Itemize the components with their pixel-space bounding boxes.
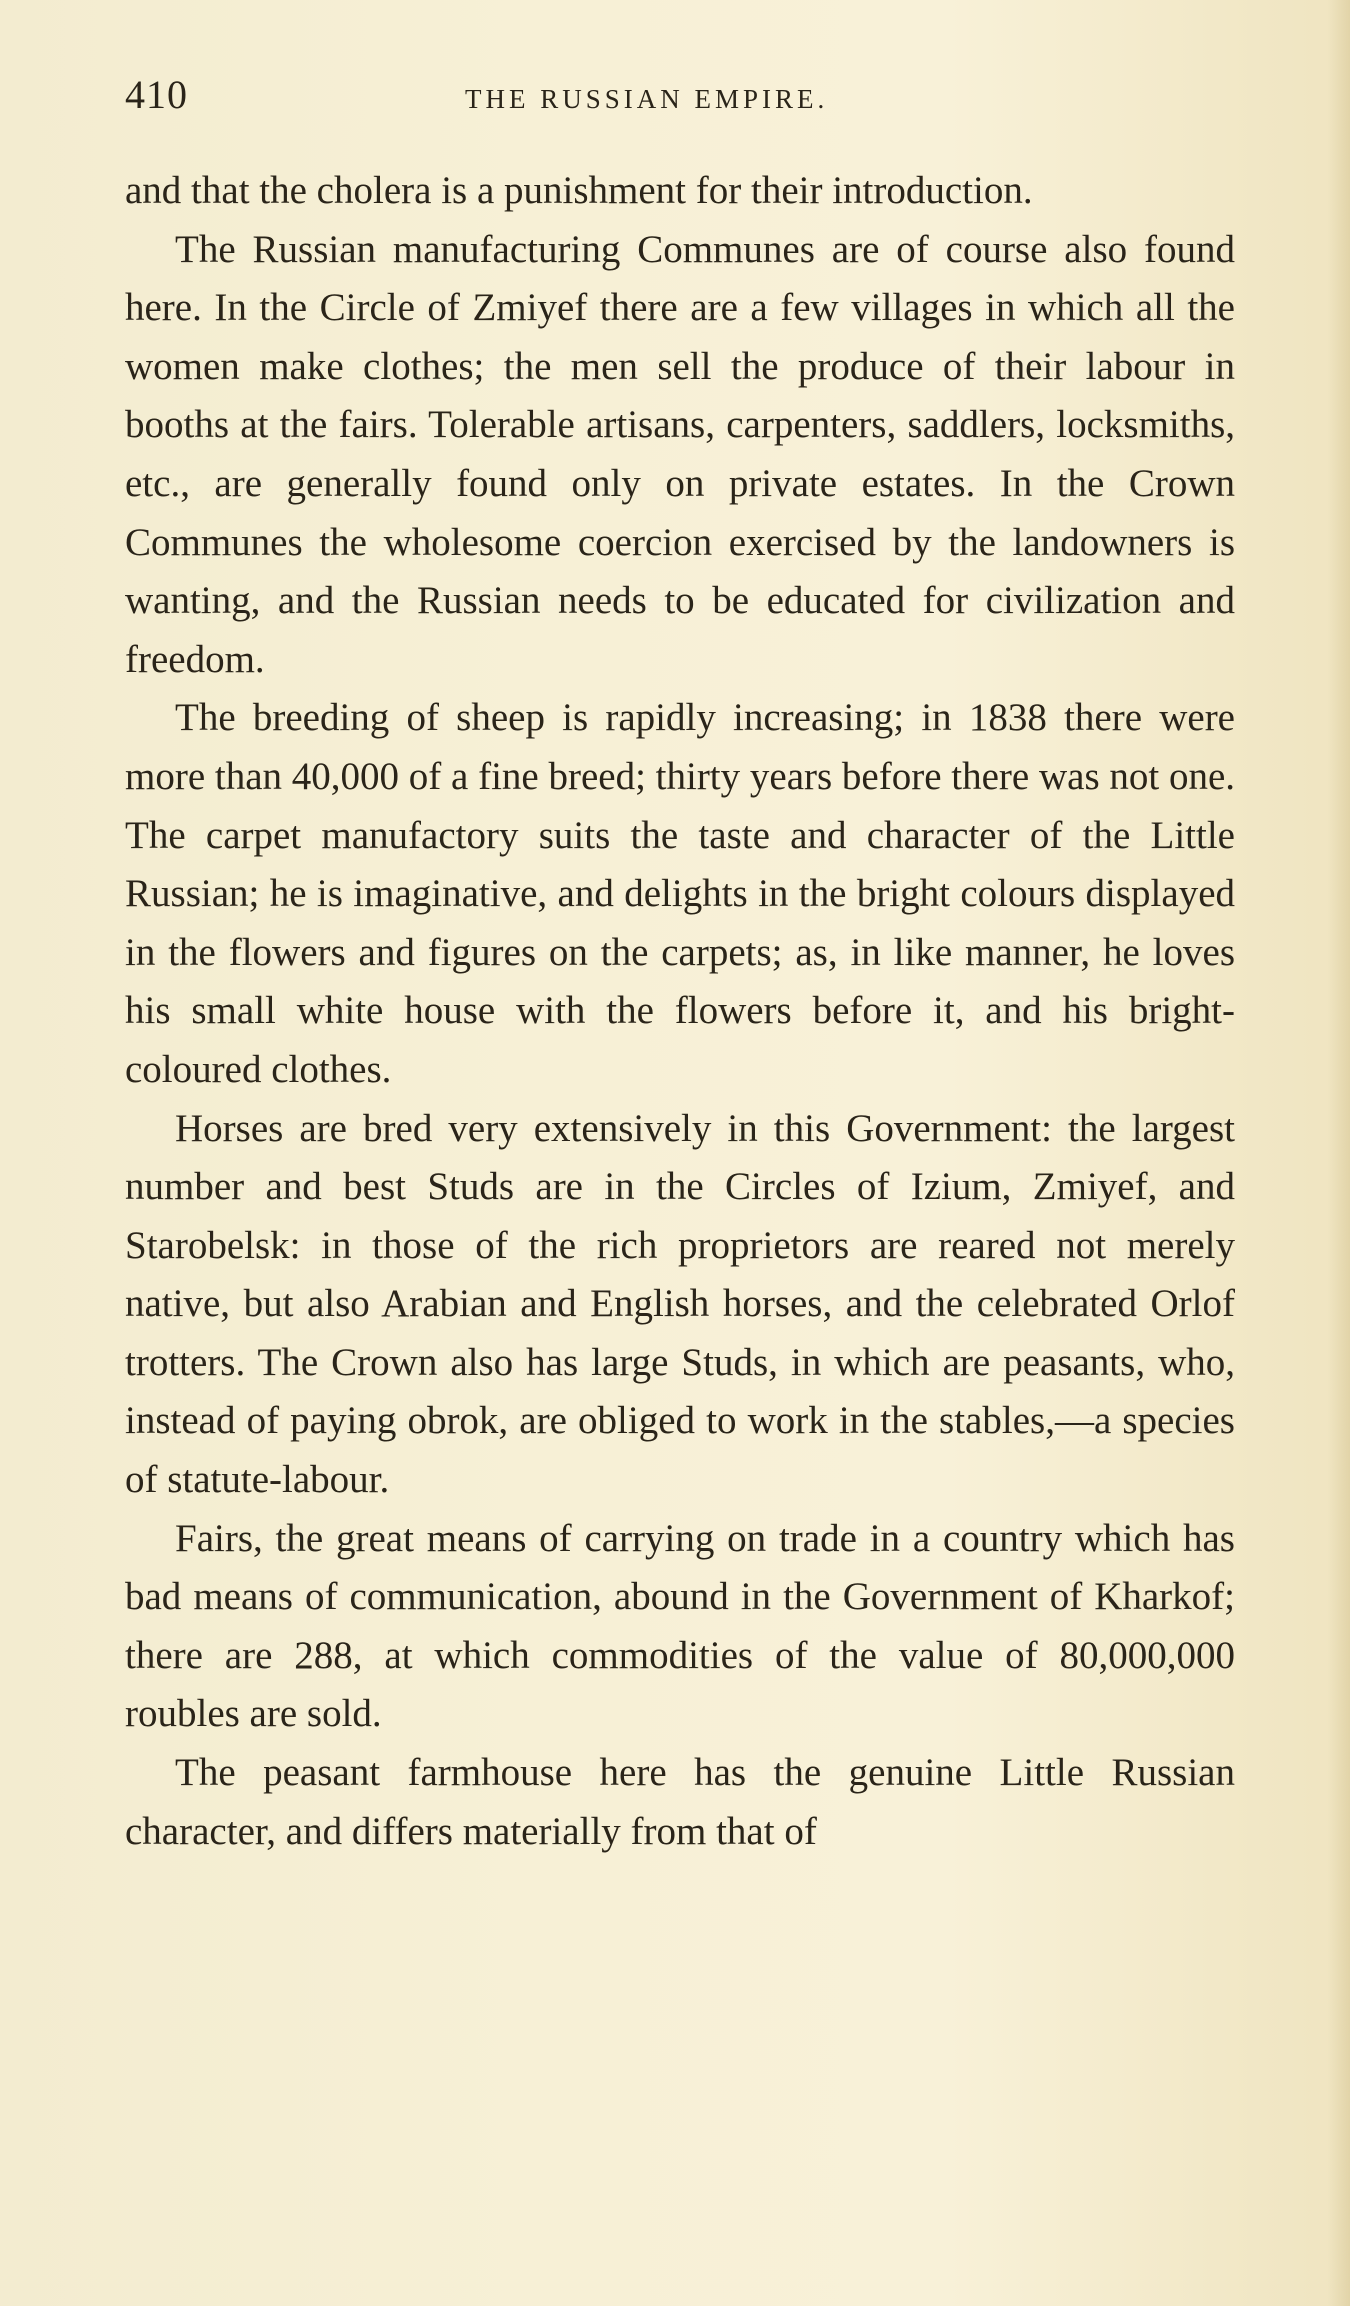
paragraph-sheep: The breeding of sheep is rapidly increasing; in 1838 there were more than 40,000 of a fine breed; thirty years before there was not one. The carpet manufactory suits the taste and character of the Little Russian; he is imaginative, and delights in the bright colours displayed in the flowers and figures on the carpets; as, in like manner, he loves his small white house with the flowers before it, and his bright-coloured clothes. [125, 696, 1236, 1091]
paragraph-fairs: Fairs, the great means of carrying on trade in a country which has bad means of communication, abound in the Government of Kharkof; there are 288, at which commodities of the value of 80,000,000 roubles are sold. [125, 1516, 1235, 1736]
paragraph-farmhouse: The peasant farmhouse here has the genuine Little Russian character, and differs materially from that of [125, 1751, 1235, 1853]
page-edge-shadow [1328, 0, 1350, 2306]
page-number: 410 [125, 72, 188, 117]
running-title: THE RUSSIAN EMPIRE. [465, 84, 829, 114]
paragraph-horses: Horses are bred very extensively in this Government: the largest number and best Studs are in the Circles of Izium, Zmiyef, and Starobelsk: in those of the rich proprietors are reared not merely native, but also Arabian and English horses, and the celebrated Orlof trotters. The Crown also has large Studs, in which are peasants, who, instead of paying obrok, are obliged to work in the stables,—a species of statute-labour. [125, 1106, 1235, 1502]
running-head [125, 70, 1235, 120]
paragraph-cholera: and that the cholera is a punishment for their introduction. [125, 169, 1033, 212]
paragraph-manufacturing: The Russian manufacturing Communes are of course also found here. In the Circle of Zmiyef there are a few villages in which all the women make clothes; the men sell the produce of their labour in booths at the fairs. Tolerable artisans, carpenters, saddlers, locksmiths, etc., are generally found only on private estates. In the Crown Communes the wholesome coercion exercised by the landowners is wanting, and the Russian needs to be educated for civilization and freedom. [125, 227, 1235, 681]
body-text [125, 162, 1235, 1861]
